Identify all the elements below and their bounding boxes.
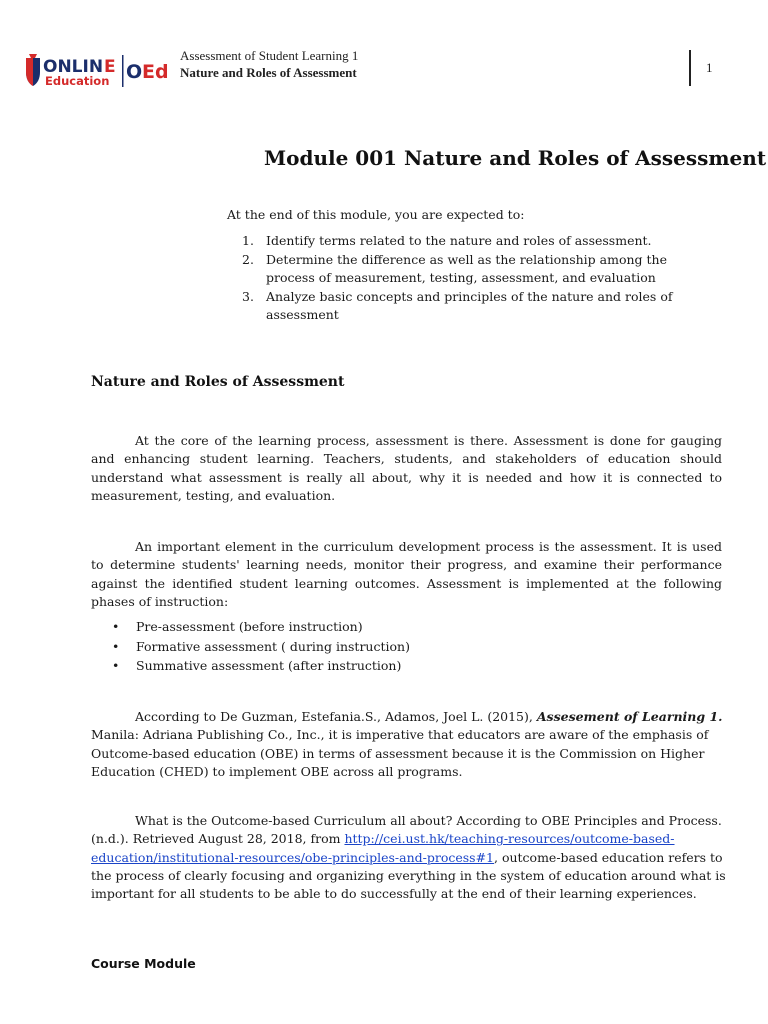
learning-objectives-list (240, 232, 695, 325)
objective-item (240, 232, 695, 251)
svg-text:Education: Education (45, 74, 110, 88)
citation-book-title: Assesement of Learning 1. (536, 709, 723, 724)
paragraph-obe-definition (91, 812, 731, 903)
objective-item (240, 288, 695, 325)
objective-text: Identify terms related to the nature and roles of assessment. (266, 233, 652, 248)
obe-lead-text: What is the Outcome-based Curriculum all about? According to OBE Principles and Process. (n.d.). Retrieved August 28, 2018, from (91, 813, 722, 847)
objective-number: 3. (242, 288, 254, 304)
online-education-logo (22, 52, 172, 90)
citation-body-text: Manila: Adriana Publishing Co., Inc., it is imperative that educators are aware of the emphasis of Outcome-based education (OBE) in terms of assessment because it is the Commission on Higher Education (CHED) to implement OBE across all programs. (91, 727, 709, 779)
svg-text:E: E (104, 57, 116, 77)
header-divider (689, 50, 691, 86)
list-item (112, 617, 410, 637)
obe-source-link[interactable]: http://cei.ust.hk/teaching-resources/outcome-based-education/institutional-resources/obe-principles-and-process#1 (91, 831, 675, 865)
page-number: 1 (706, 60, 713, 75)
paragraph-core-of-learning: At the core of the learning process, assessment is there. Assessment is done for gauging and enhancing student learning. Teachers, students, and stakeholders of education should understand what assessment is really all about, why it is needed and how it is connected to measurement, testing, and evaluation. (91, 433, 722, 503)
bullet-icon: • (112, 619, 120, 634)
phase-text: Formative assessment ( during instruction) (136, 638, 410, 654)
obe-body-text: , outcome-based education refers to the process of clearly focusing and organizing everything in the system of education around what is important for all students to be able to do successfully at the end of their learning experiences. (91, 849, 726, 902)
citation-lead-text: According to De Guzman, Estefania.S., Adamos, Joel L. (2015), (135, 709, 537, 724)
bullet-icon: • (112, 638, 120, 654)
section-heading: Nature and Roles of Assessment (91, 374, 345, 390)
header-course-title: Assessment of Student Learning 1 (180, 48, 359, 63)
objective-text: Analyze basic concepts and principles of the nature and roles of assessment (266, 288, 673, 322)
svg-text:Ed: Ed (142, 61, 169, 83)
header-module-subtitle: Nature and Roles of Assessment (180, 65, 357, 80)
objective-item (240, 251, 695, 288)
running-header (180, 47, 358, 81)
phase-text: Summative assessment (after instruction) (136, 658, 402, 673)
module-title: Module 001 Nature and Roles of Assessment (264, 146, 767, 170)
objective-text: Determine the difference as well as the relationship among the process of measurement, testing, assessment, and evaluation (266, 251, 667, 285)
bullet-icon: • (112, 658, 120, 673)
svg-text:O: O (126, 61, 143, 83)
instruction-phases-list (112, 617, 410, 676)
objective-number: 2. (242, 251, 254, 267)
list-item (112, 656, 410, 676)
paragraph-curriculum-element: An important element in the curriculum development process is the assessment. It is used to determine students' learning needs, monitor their progress, and examine their performance against the identified student learning outcomes. Assessment is implemented at the following phases of instruction: (91, 539, 722, 609)
objective-number: 1. (242, 233, 254, 248)
list-item (112, 637, 410, 657)
paragraph-de-guzman-citation (91, 708, 731, 781)
objectives-intro: At the end of this module, you are expected to: (227, 207, 525, 222)
course-module-footer: Course Module (91, 956, 196, 971)
phase-text: Pre-assessment (before instruction) (136, 619, 363, 634)
svg-text:ONLIN: ONLIN (43, 57, 104, 77)
